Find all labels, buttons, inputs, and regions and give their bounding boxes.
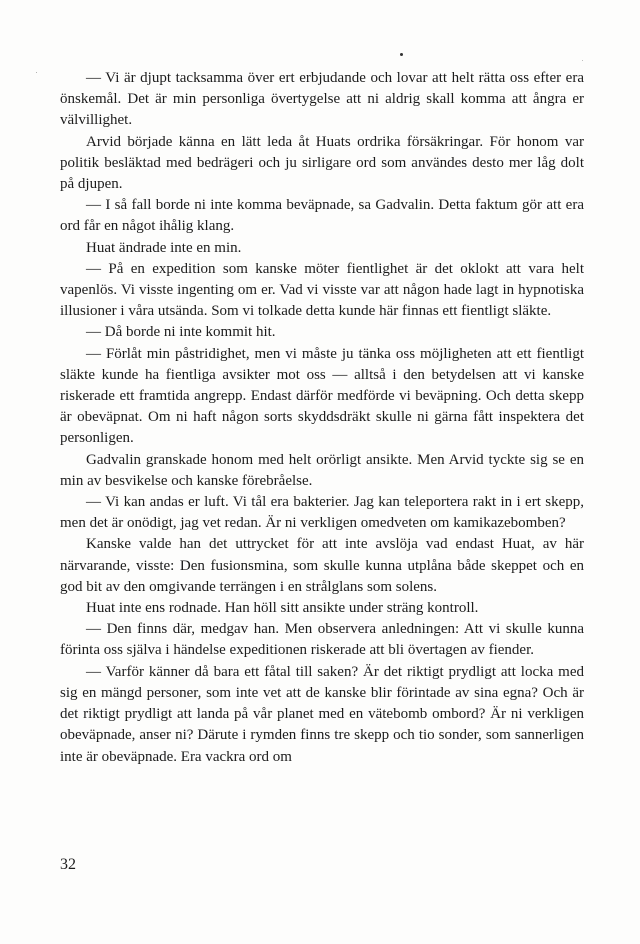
paragraph: — Den finns där, medgav han. Men observera anledningen: Att vi skulle kunna förinta oss själva i händelse expeditionen riskerade att bli övertagen av fiender. [60,621,584,659]
print-speck [582,60,583,61]
body-text [60,68,584,768]
paragraph: — På en expedition som kanske möter fientlighet är det oklokt att vara helt vapenlös. Vi visste ingenting om er. Vad vi visste var att någon hade lagt in hypnotiska illusioner i våra utsända. Som vi tolkade detta kunde här finnas ett fientligt släkte. [60,260,584,320]
paragraph: — Vi kan andas er luft. Vi tål era bakterier. Jag kan teleportera rakt in i ert skepp, men det är onödigt, jag vet redan. Är ni verkligen omedveten om kamikazebomben? [60,494,584,532]
paragraph: — Varför känner då bara ett fåtal till saken? Är det riktigt prydligt att locka med sig en mängd personer, som inte vet att de kanske blir förintade av sina egna? Och är det riktigt prydligt att landa på vår planet med en vätebomb ombord? Är ni verkligen obeväpnade, anser ni? Därute i rymden finns tre skepp och tio sonder, som sannerligen inte är obeväpnade. Era vackra ord om [60,663,584,765]
paragraph: — I så fall borde ni inte komma beväpnade, sa Gadvalin. Detta faktum gör att era ord får en något ihålig klang. [60,197,584,235]
paragraph: — Då borde ni inte kommit hit. [86,324,276,341]
print-speck [400,53,403,56]
print-speck [36,72,37,73]
paragraph: — Vi är djupt tacksamma över ert erbjudande och lovar att helt rätta oss efter era önskemål. Det är min personliga övertygelse att ni aldrig skall komma att ångra er välvillighet. [60,70,584,129]
paragraph: Huat inte ens rodnade. Han höll sitt ansikte under sträng kontroll. [86,600,479,617]
paragraph: Gadvalin granskade honom med helt orörligt ansikte. Men Arvid tyckte sig se en min av besvikelse och kanske förebråelse. [60,451,584,489]
paragraph: — Förlåt min påstridighet, men vi måste ju tänka oss möjligheten att ett fientligt släkte kunde ha fientliga avsikter mot oss — alltså i den betydelsen att vi kanske riskerade ett framtida angrepp. Endast därför medförde vi beväpning. Och detta skepp är obeväpnat. Om ni haft någon sorts skyddsdräkt skulle ni gärna fått inspektera det personligen. [60,345,584,447]
paragraph: Kanske valde han det uttrycket för att inte avslöja vad endast Huat, av här närvarande, visste: Den fusionsmina, som skulle kunna utplåna både skeppet och en god bit av den omgivande terrängen i en strålglans som solens. [60,536,584,595]
page-number: 32 [60,856,76,873]
paragraph: Huat ändrade inte en min. [86,239,242,256]
paragraph: Arvid började känna en lätt leda åt Huats ordrika försäkringar. För honom var politik besläktad med bedrägeri och ju sirligare ord som användes desto mer låg dolt på djupen. [60,133,584,193]
